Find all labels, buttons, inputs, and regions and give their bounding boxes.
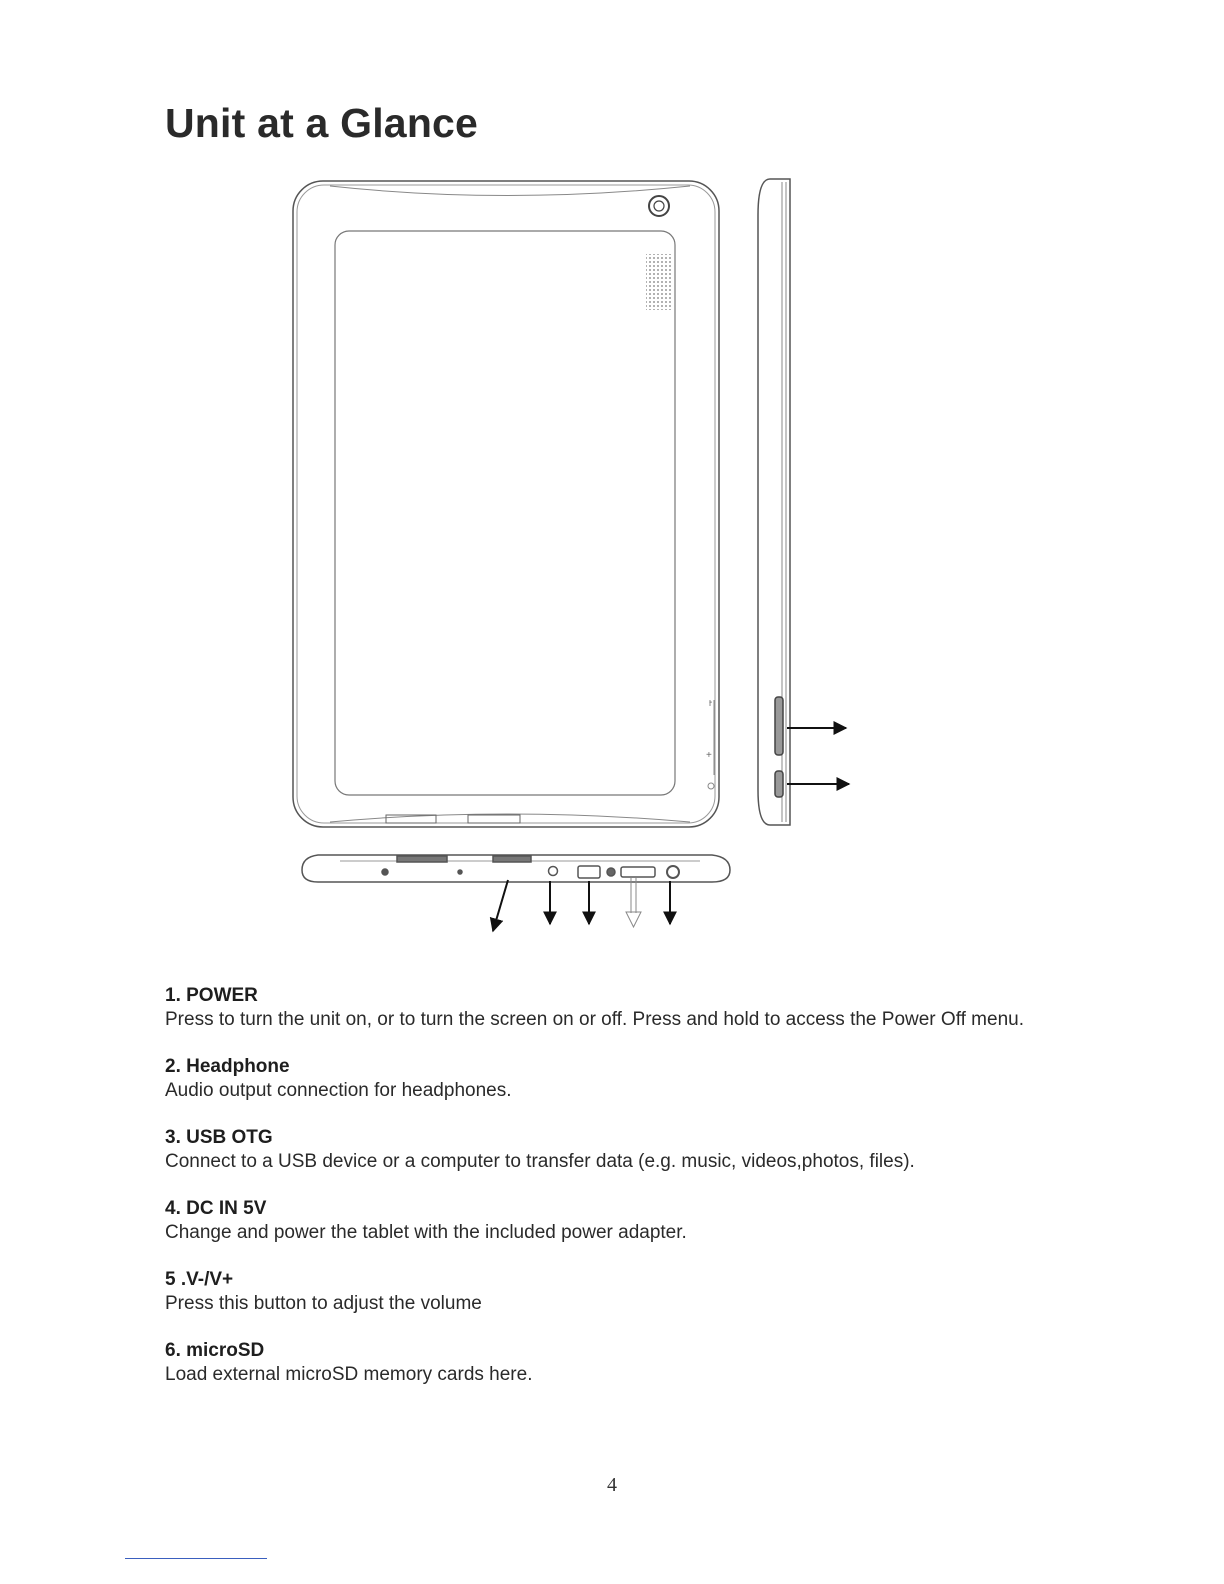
tablet-side-view <box>758 179 790 825</box>
screen-area <box>335 231 675 795</box>
list-item <box>165 1197 1125 1268</box>
item-description: Load external microSD memory cards here. <box>165 1364 533 1385</box>
bottom-arrows <box>493 880 670 931</box>
page-title: Unit at a Glance <box>165 100 479 146</box>
item-description: Audio output connection for headphones. <box>165 1080 512 1101</box>
volume-plus-label: + <box>706 750 712 761</box>
page-number: 4 <box>607 1474 617 1496</box>
list-item <box>165 1055 1125 1126</box>
camera-icon <box>649 196 669 216</box>
list-item <box>165 1126 1125 1197</box>
list-item <box>165 1339 1125 1410</box>
volume-button <box>775 697 783 755</box>
item-heading: 2. Headphone <box>165 1056 290 1077</box>
item-description: Press this button to adjust the volume <box>165 1293 482 1314</box>
item-heading: 1. POWER <box>165 985 258 1006</box>
side-arrows <box>787 728 849 784</box>
power-button <box>775 771 783 797</box>
item-description: Press to turn the unit on, or to turn the screen on or off. Press and hold to access the Power Off menu. <box>165 1009 1024 1030</box>
item-heading: 4. DC IN 5V <box>165 1198 267 1219</box>
list-item <box>165 984 1125 1055</box>
microsd-slot <box>621 867 655 877</box>
item-description: Connect to a USB device or a computer to transfer data (e.g. music, videos,photos, files). <box>165 1151 915 1172</box>
usb-otg-port <box>578 866 600 878</box>
speaker-grille <box>646 254 672 310</box>
footnote-divider <box>125 1558 267 1559</box>
tablet-bottom-view <box>302 855 730 882</box>
dc-in-port <box>667 866 679 878</box>
item-heading: 5 .V-/V+ <box>165 1269 234 1290</box>
list-item <box>165 1268 1125 1339</box>
volume-minus-label: - <box>709 697 713 708</box>
headphone-jack <box>549 867 558 876</box>
hollow-arrow <box>626 878 641 927</box>
feature-list <box>165 984 1125 1410</box>
item-heading: 6. microSD <box>165 1340 265 1361</box>
item-description: Change and power the tablet with the included power adapter. <box>165 1222 687 1243</box>
item-heading: 3. USB OTG <box>165 1127 273 1148</box>
tablet-front-view <box>293 181 719 827</box>
